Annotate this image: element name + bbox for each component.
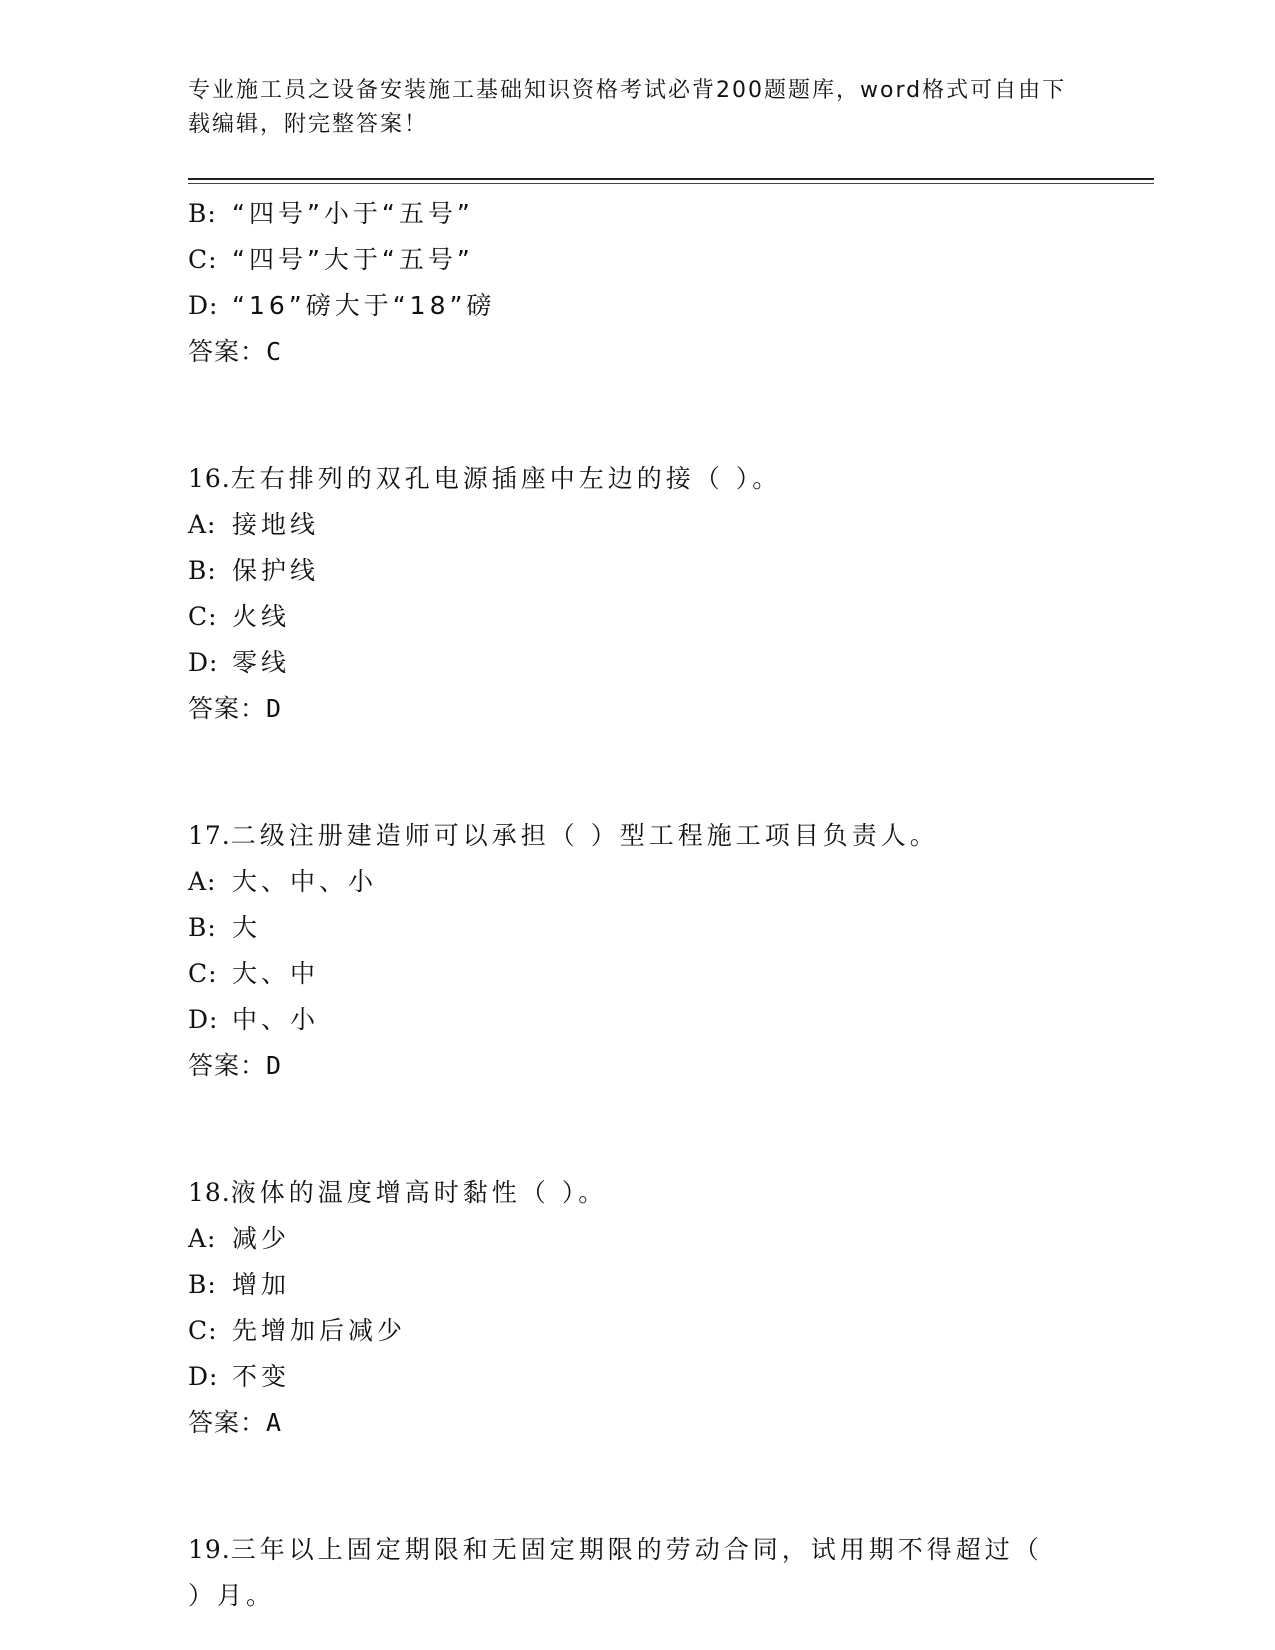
document-title: 专业施工员之设备安装施工基础知识资格考试必背200题题库，word格式可自由下载编辑，附完整答案！ [188,78,1067,137]
document-header [188,74,1068,142]
option-a: A: 大、中、小 [188,867,378,896]
question-list [188,191,1088,1619]
option-c: C: “四号”大于“五号” [188,245,474,274]
header-rule-thick [188,178,1154,180]
option-c: C: 火线 [188,602,291,631]
option-b: B: 大 [188,913,262,942]
answer: 答案：D [188,694,283,723]
option-a: A: 减少 [188,1224,291,1253]
question-19 [188,1527,1088,1619]
option-b: B: “四号”小于“五号” [188,199,474,228]
answer: 答案：A [188,1408,283,1437]
question-15 [188,191,1088,375]
option-a: A: 接地线 [188,510,320,539]
header-rule-thin [188,183,1154,184]
answer: 答案：D [188,1051,283,1080]
option-d: D: “16”磅大于“18”磅 [188,291,496,320]
question-18 [188,1170,1088,1446]
question-text: 16.左右排列的双孔电源插座中左边的接（ ）。 [188,464,782,493]
option-b: B: 增加 [188,1270,291,1299]
question-17 [188,813,1088,1089]
question-16 [188,456,1088,732]
question-text: 18.液体的温度增高时黏性（ ）。 [188,1178,608,1207]
question-text: 17.二级注册建造师可以承担（ ）型工程施工项目负责人。 [188,821,939,850]
option-c: C: 先增加后减少 [188,1316,407,1345]
question-text: 19.三年以上固定期限和无固定期限的劳动合同，试用期不得超过（ ）月。 [188,1535,1043,1610]
option-c: C: 大、中 [188,959,320,988]
option-d: D: 不变 [188,1362,291,1391]
option-d: D: 中、小 [188,1005,320,1034]
option-d: D: 零线 [188,648,291,677]
answer: 答案：C [188,337,283,366]
option-b: B: 保护线 [188,556,320,585]
